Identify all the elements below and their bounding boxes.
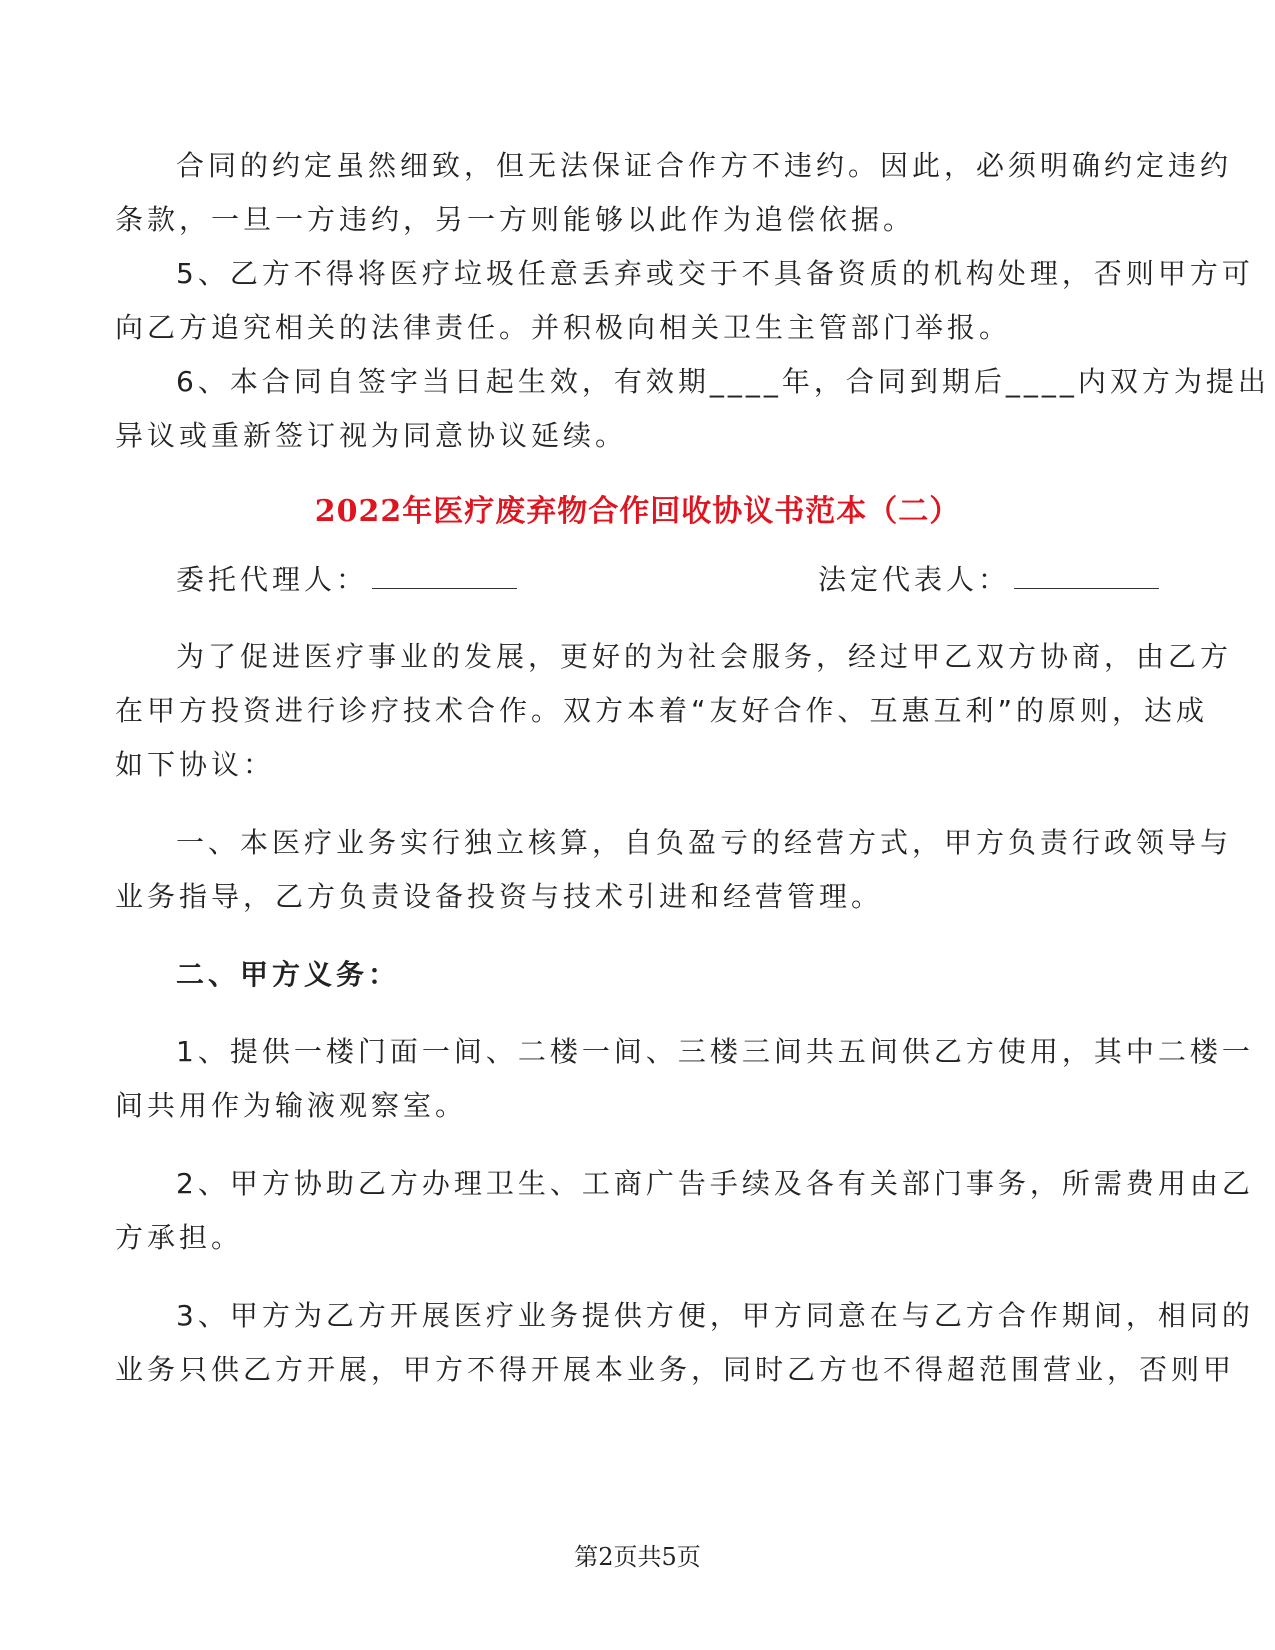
intro-line-1: 为了促进医疗事业的发展，更好的为社会服务，经过甲乙双方协商，由乙方: [176, 640, 1233, 673]
breach-paragraph-line-1: 合同的约定虽然细致，但无法保证合作方不违约。因此，必须明确约定违约: [176, 149, 1233, 182]
agent-signature-field: [176, 560, 517, 600]
clause-5-line-1: 5、乙方不得将医疗垃圾任意丢弃或交于不具备资质的机构处理，否则甲方可: [176, 257, 1254, 290]
agent-label: 委托代理人：: [176, 563, 369, 596]
duty-2-line-1: 2、甲方协助乙方办理卫生、工商广告手续及各有关部门事务，所需费用由乙: [176, 1167, 1254, 1200]
legal-rep-signature-field: [818, 560, 1159, 600]
duty-3-line-2: 业务只供乙方开展，甲方不得开展本业务，同时乙方也不得超范围营业，否则甲: [115, 1353, 1236, 1386]
document-title: 2022年医疗废弃物合作回收协议书范本（二）: [314, 494, 961, 529]
clause-5-line-2: 向乙方追究相关的法律责任。并积极向相关卫生主管部门举报。: [115, 311, 1012, 344]
breach-paragraph-line-2: 条款，一旦一方违约，另一方则能够以此作为追偿依据。: [115, 203, 916, 236]
section-1-line-2: 业务指导，乙方负责设备投资与技术引进和经营管理。: [115, 880, 884, 913]
duty-2-line-2: 方承担。: [115, 1221, 244, 1254]
section-1-line-1: 一、本医疗业务实行独立核算，自负盈亏的经营方式，甲方负责行政领导与: [176, 826, 1233, 859]
section-2-heading: 二、甲方义务：: [176, 958, 401, 991]
legal-rep-label: 法定代表人：: [818, 563, 1011, 596]
page-number-footer: 第2页共5页: [574, 1543, 701, 1571]
intro-line-3: 如下协议：: [115, 748, 276, 781]
duty-3-line-1: 3、甲方为乙方开展医疗业务提供方便，甲方同意在与乙方合作期间，相同的: [176, 1299, 1254, 1332]
duty-1-line-2: 间共用作为输液观察室。: [115, 1089, 468, 1122]
clause-6-line-2: 异议或重新签订视为同意协议延续。: [115, 419, 628, 452]
clause-6-line-1: 6、本合同自签字当日起生效，有效期____年，合同到期后____内双方为提出: [176, 365, 1270, 398]
duty-1-line-1: 1、提供一楼门面一间、二楼一间、三楼三间共五间供乙方使用，其中二楼一: [176, 1035, 1254, 1068]
agent-blank-line: [372, 560, 517, 589]
legal-rep-blank-line: [1014, 560, 1159, 589]
intro-line-2: 在甲方投资进行诊疗技术合作。双方本着“友好合作、互惠互利”的原则，达成: [115, 694, 1209, 727]
